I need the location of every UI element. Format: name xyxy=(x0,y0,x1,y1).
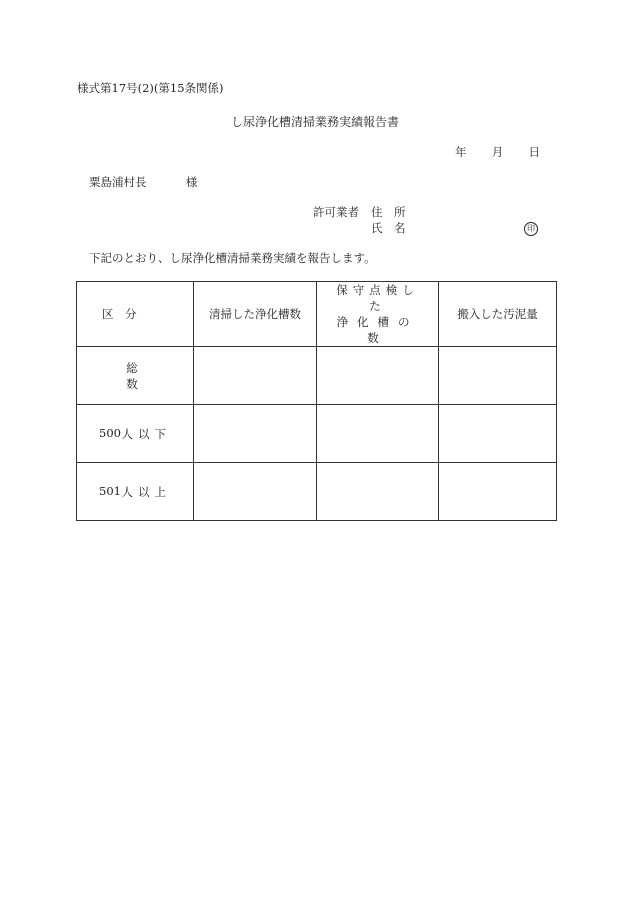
cell-500-cleaned xyxy=(194,405,317,463)
date-month-label: 月 xyxy=(491,145,504,159)
applicant-label: 許可業者 xyxy=(313,205,359,219)
row-500-number: 500 xyxy=(99,425,121,440)
document-title: し尿浄化槽清掃業務実績報告書 xyxy=(230,115,399,129)
table-row xyxy=(77,347,557,405)
cell-501-inspected xyxy=(317,463,439,521)
row-total-label xyxy=(77,347,194,405)
row-501-number: 501 xyxy=(99,483,121,498)
header-inspected-line2: 浄化槽の数 xyxy=(336,315,419,345)
table-row xyxy=(77,463,557,521)
addressee-name: 粟島浦村長 xyxy=(89,175,147,189)
date-line xyxy=(455,147,540,159)
row-500-text: 人以下 xyxy=(121,426,171,441)
cell-501-sludge xyxy=(439,463,557,521)
cell-total-sludge xyxy=(439,347,557,405)
header-category-label: 区 分 xyxy=(102,307,137,321)
header-cleaned: 清掃した浄化槽数 xyxy=(194,282,317,347)
row-501-label xyxy=(77,463,194,521)
header-inspected-line1: 保守点検した xyxy=(336,283,419,313)
cell-total-cleaned xyxy=(194,347,317,405)
header-category xyxy=(77,282,194,347)
cell-501-cleaned xyxy=(194,463,317,521)
date-day-label: 日 xyxy=(528,145,540,159)
row-total-text: 総 数 xyxy=(126,360,182,391)
addressee xyxy=(89,177,197,189)
report-table xyxy=(76,281,557,521)
form-number: 様式第17号(2)(第15条関係) xyxy=(77,81,224,95)
row-501-text: 人以上 xyxy=(121,484,171,499)
seal-icon: 印 xyxy=(524,222,538,236)
statement: 下記のとおり、し尿浄化槽清掃業務実績を報告します。 xyxy=(89,251,376,265)
applicant-address-label: 住 所 xyxy=(371,205,406,219)
table-header-row xyxy=(77,282,557,347)
header-inspected xyxy=(317,282,439,347)
cell-500-sludge xyxy=(439,405,557,463)
row-500-label xyxy=(77,405,194,463)
table-row xyxy=(77,405,557,463)
applicant-name-label: 氏 名 xyxy=(371,221,406,235)
seal-mark xyxy=(524,222,538,236)
header-sludge: 搬入した汚泥量 xyxy=(439,282,557,347)
date-year-label: 年 xyxy=(455,145,467,159)
cell-500-inspected xyxy=(317,405,439,463)
addressee-honorific: 様 xyxy=(185,175,198,189)
cell-total-inspected xyxy=(317,347,439,405)
